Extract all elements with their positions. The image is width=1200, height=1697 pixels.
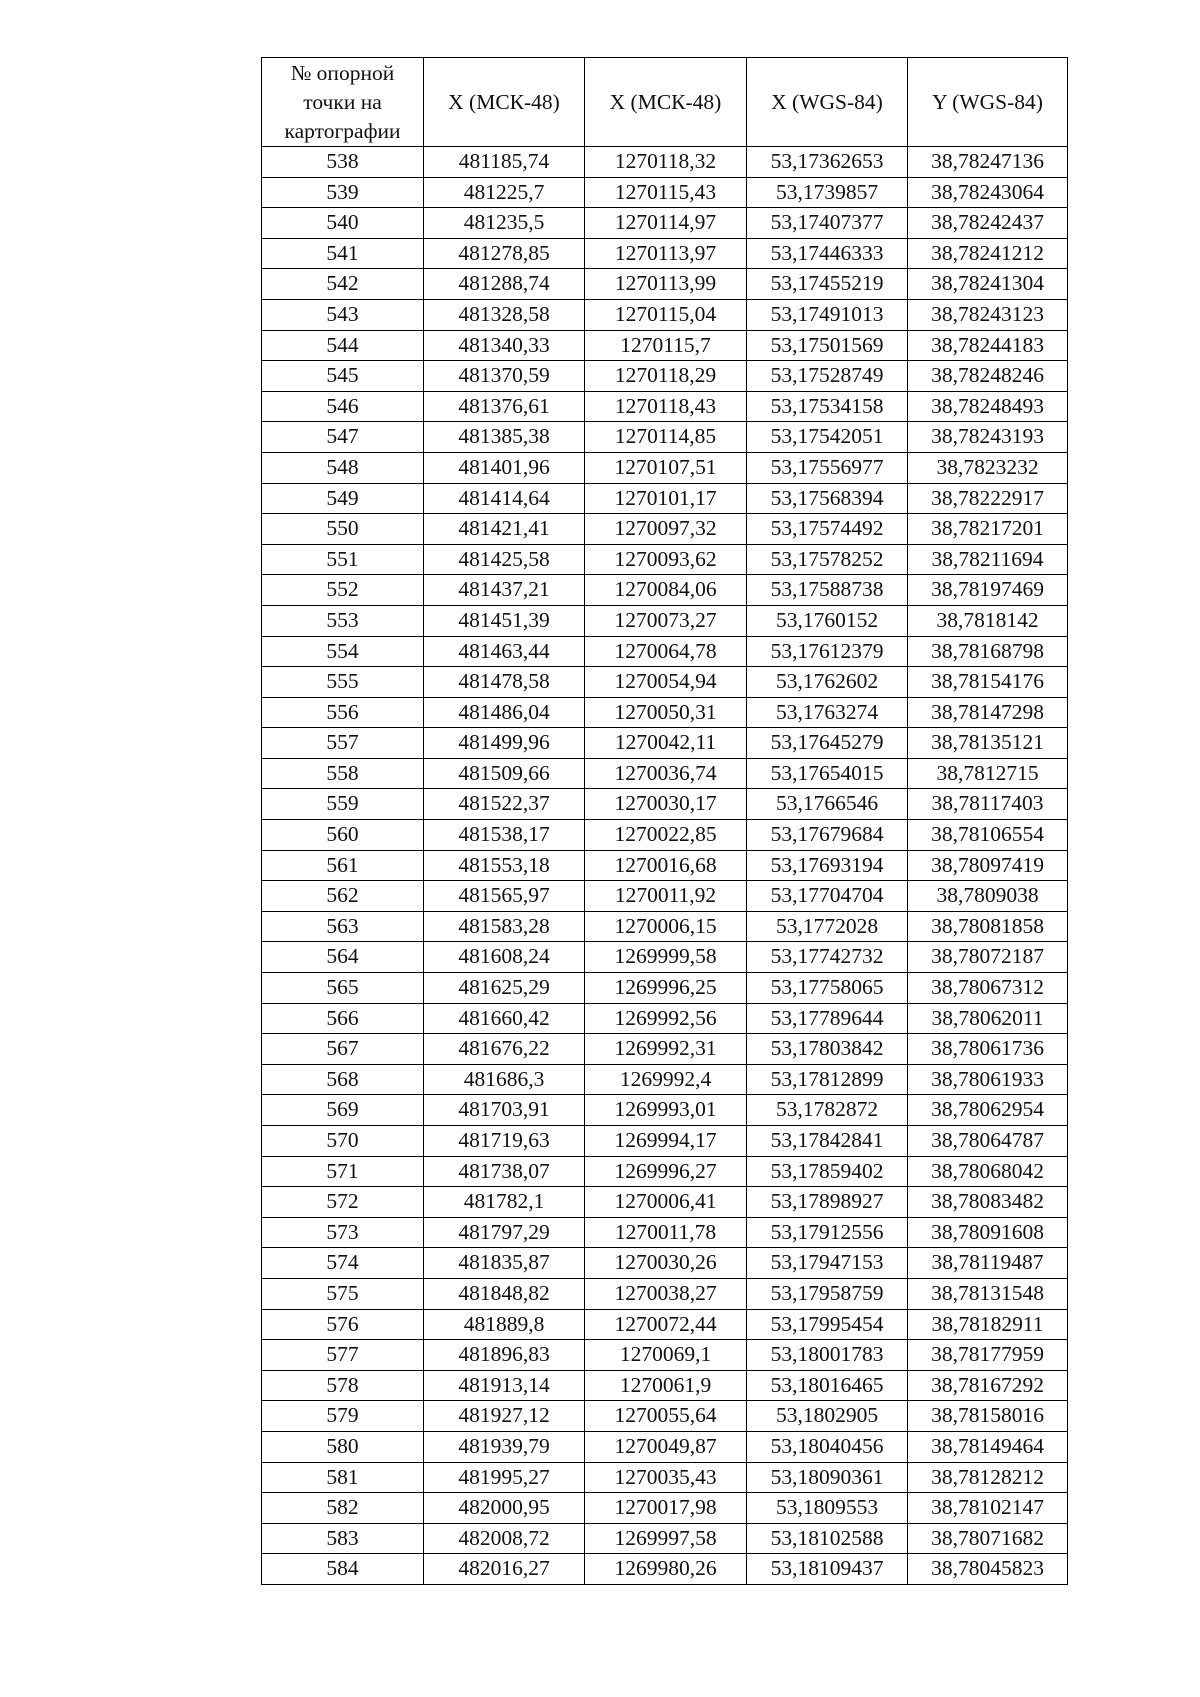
y-wgs84-cell: 38,78241212 [908, 238, 1068, 269]
point-number-cell: 564 [262, 942, 424, 973]
x-msk48-b-cell: 1270118,32 [585, 147, 747, 178]
x-msk48-b-cell: 1269996,27 [585, 1156, 747, 1187]
point-number-cell: 539 [262, 177, 424, 208]
x-msk48-a-cell: 481401,96 [424, 452, 585, 483]
coordinates-table [261, 57, 1068, 1585]
y-wgs84-cell: 38,78244183 [908, 330, 1068, 361]
x-msk48-b-cell: 1270084,06 [585, 575, 747, 606]
x-msk48-a-cell: 481499,96 [424, 728, 585, 759]
header-x-wgs84: X (WGS-84) [747, 58, 908, 147]
x-wgs84-cell: 53,1802905 [747, 1401, 908, 1432]
y-wgs84-cell: 38,78182911 [908, 1309, 1068, 1340]
point-number-cell: 554 [262, 636, 424, 667]
table-row [262, 881, 1068, 912]
y-wgs84-cell: 38,78131548 [908, 1278, 1068, 1309]
table-row [262, 1554, 1068, 1585]
x-msk48-a-cell: 481385,38 [424, 422, 585, 453]
y-wgs84-cell: 38,7823232 [908, 452, 1068, 483]
x-msk48-a-cell: 481565,97 [424, 881, 585, 912]
x-msk48-a-cell: 481995,27 [424, 1462, 585, 1493]
x-msk48-a-cell: 481738,07 [424, 1156, 585, 1187]
x-wgs84-cell: 53,17742732 [747, 942, 908, 973]
y-wgs84-cell: 38,78062954 [908, 1095, 1068, 1126]
y-wgs84-cell: 38,78197469 [908, 575, 1068, 606]
x-msk48-b-cell: 1270115,7 [585, 330, 747, 361]
x-msk48-a-cell: 481660,42 [424, 1003, 585, 1034]
table-row [262, 208, 1068, 239]
x-wgs84-cell: 53,17578252 [747, 544, 908, 575]
header-y-wgs84: Y (WGS-84) [908, 58, 1068, 147]
y-wgs84-cell: 38,78154176 [908, 667, 1068, 698]
y-wgs84-cell: 38,78243064 [908, 177, 1068, 208]
point-number-cell: 560 [262, 820, 424, 851]
x-wgs84-cell: 53,17912556 [747, 1217, 908, 1248]
x-msk48-a-cell: 481913,14 [424, 1370, 585, 1401]
x-msk48-b-cell: 1270064,78 [585, 636, 747, 667]
x-msk48-a-cell: 482008,72 [424, 1523, 585, 1554]
x-msk48-a-cell: 482016,27 [424, 1554, 585, 1585]
table-row [262, 1248, 1068, 1279]
y-wgs84-cell: 38,78068042 [908, 1156, 1068, 1187]
x-wgs84-cell: 53,18016465 [747, 1370, 908, 1401]
x-msk48-b-cell: 1270072,44 [585, 1309, 747, 1340]
x-msk48-a-cell: 481278,85 [424, 238, 585, 269]
x-wgs84-cell: 53,1762602 [747, 667, 908, 698]
point-number-cell: 568 [262, 1064, 424, 1095]
x-wgs84-cell: 53,17407377 [747, 208, 908, 239]
y-wgs84-cell: 38,78248493 [908, 391, 1068, 422]
point-number-cell: 562 [262, 881, 424, 912]
x-msk48-b-cell: 1270097,32 [585, 514, 747, 545]
x-msk48-a-cell: 481425,58 [424, 544, 585, 575]
y-wgs84-cell: 38,78062011 [908, 1003, 1068, 1034]
x-wgs84-cell: 53,18040456 [747, 1431, 908, 1462]
point-number-cell: 545 [262, 361, 424, 392]
y-wgs84-cell: 38,78248246 [908, 361, 1068, 392]
point-number-cell: 558 [262, 758, 424, 789]
y-wgs84-cell: 38,78168798 [908, 636, 1068, 667]
x-msk48-a-cell: 481522,37 [424, 789, 585, 820]
table-row [262, 238, 1068, 269]
table-row [262, 789, 1068, 820]
point-number-cell: 541 [262, 238, 424, 269]
x-msk48-a-cell: 481235,5 [424, 208, 585, 239]
header-point-number-line-2: точки на [303, 89, 382, 114]
x-wgs84-cell: 53,17842841 [747, 1126, 908, 1157]
x-msk48-a-cell: 481703,91 [424, 1095, 585, 1126]
table-row [262, 1217, 1068, 1248]
table-row [262, 269, 1068, 300]
x-msk48-b-cell: 1270054,94 [585, 667, 747, 698]
point-number-cell: 559 [262, 789, 424, 820]
table-row [262, 1401, 1068, 1432]
x-msk48-a-cell: 481328,58 [424, 299, 585, 330]
table-row [262, 636, 1068, 667]
table-row [262, 1095, 1068, 1126]
x-msk48-a-cell: 481370,59 [424, 361, 585, 392]
table-row [262, 177, 1068, 208]
x-msk48-a-cell: 481538,17 [424, 820, 585, 851]
x-wgs84-cell: 53,17995454 [747, 1309, 908, 1340]
table-row [262, 1126, 1068, 1157]
x-msk48-a-cell: 481376,61 [424, 391, 585, 422]
x-msk48-a-cell: 481625,29 [424, 973, 585, 1004]
x-wgs84-cell: 53,17446333 [747, 238, 908, 269]
x-wgs84-cell: 53,17958759 [747, 1278, 908, 1309]
table-body [262, 147, 1068, 1585]
point-number-cell: 540 [262, 208, 424, 239]
x-msk48-a-cell: 481414,64 [424, 483, 585, 514]
y-wgs84-cell: 38,78211694 [908, 544, 1068, 575]
point-number-cell: 561 [262, 850, 424, 881]
x-wgs84-cell: 53,17534158 [747, 391, 908, 422]
x-wgs84-cell: 53,18109437 [747, 1554, 908, 1585]
x-wgs84-cell: 53,17588738 [747, 575, 908, 606]
x-msk48-a-cell: 481288,74 [424, 269, 585, 300]
y-wgs84-cell: 38,78167292 [908, 1370, 1068, 1401]
x-msk48-b-cell: 1269997,58 [585, 1523, 747, 1554]
x-wgs84-cell: 53,17501569 [747, 330, 908, 361]
x-msk48-b-cell: 1270114,97 [585, 208, 747, 239]
x-msk48-a-cell: 481463,44 [424, 636, 585, 667]
x-wgs84-cell: 53,17947153 [747, 1248, 908, 1279]
x-msk48-a-cell: 481896,83 [424, 1340, 585, 1371]
point-number-cell: 569 [262, 1095, 424, 1126]
y-wgs84-cell: 38,78091608 [908, 1217, 1068, 1248]
x-msk48-a-cell: 481583,28 [424, 911, 585, 942]
point-number-cell: 578 [262, 1370, 424, 1401]
point-number-cell: 572 [262, 1187, 424, 1218]
x-msk48-a-cell: 481782,1 [424, 1187, 585, 1218]
x-msk48-a-cell: 481185,74 [424, 147, 585, 178]
header-x-msk48-a: X (МСК-48) [424, 58, 585, 147]
x-msk48-b-cell: 1270011,78 [585, 1217, 747, 1248]
y-wgs84-cell: 38,78061933 [908, 1064, 1068, 1095]
y-wgs84-cell: 38,7809038 [908, 881, 1068, 912]
x-msk48-a-cell: 481225,7 [424, 177, 585, 208]
x-wgs84-cell: 53,17542051 [747, 422, 908, 453]
point-number-cell: 582 [262, 1493, 424, 1524]
table-row [262, 973, 1068, 1004]
table-row [262, 911, 1068, 942]
header-point-number-line-3: картографии [284, 118, 401, 143]
x-msk48-b-cell: 1270118,43 [585, 391, 747, 422]
y-wgs84-cell: 38,78149464 [908, 1431, 1068, 1462]
point-number-cell: 584 [262, 1554, 424, 1585]
x-wgs84-cell: 53,1772028 [747, 911, 908, 942]
table-row [262, 1462, 1068, 1493]
x-wgs84-cell: 53,17679684 [747, 820, 908, 851]
x-msk48-a-cell: 481676,22 [424, 1034, 585, 1065]
y-wgs84-cell: 38,78097419 [908, 850, 1068, 881]
y-wgs84-cell: 38,78081858 [908, 911, 1068, 942]
x-msk48-b-cell: 1269994,17 [585, 1126, 747, 1157]
point-number-cell: 576 [262, 1309, 424, 1340]
x-msk48-b-cell: 1270061,9 [585, 1370, 747, 1401]
y-wgs84-cell: 38,78242437 [908, 208, 1068, 239]
x-wgs84-cell: 53,17812899 [747, 1064, 908, 1095]
x-msk48-b-cell: 1270115,43 [585, 177, 747, 208]
x-msk48-b-cell: 1270030,17 [585, 789, 747, 820]
x-msk48-b-cell: 1270006,15 [585, 911, 747, 942]
y-wgs84-cell: 38,78045823 [908, 1554, 1068, 1585]
x-msk48-b-cell: 1270017,98 [585, 1493, 747, 1524]
point-number-cell: 547 [262, 422, 424, 453]
y-wgs84-cell: 38,78177959 [908, 1340, 1068, 1371]
point-number-cell: 583 [262, 1523, 424, 1554]
x-msk48-a-cell: 481889,8 [424, 1309, 585, 1340]
x-wgs84-cell: 53,18090361 [747, 1462, 908, 1493]
point-number-cell: 544 [262, 330, 424, 361]
y-wgs84-cell: 38,78158016 [908, 1401, 1068, 1432]
x-msk48-a-cell: 481686,3 [424, 1064, 585, 1095]
coordinates-table-container [261, 57, 1067, 1585]
x-msk48-a-cell: 481421,41 [424, 514, 585, 545]
y-wgs84-cell: 38,78119487 [908, 1248, 1068, 1279]
x-wgs84-cell: 53,1760152 [747, 605, 908, 636]
x-msk48-b-cell: 1270006,41 [585, 1187, 747, 1218]
header-x-msk48-b: X (МСК-48) [585, 58, 747, 147]
x-wgs84-cell: 53,17568394 [747, 483, 908, 514]
x-wgs84-cell: 53,1739857 [747, 177, 908, 208]
x-msk48-b-cell: 1270042,11 [585, 728, 747, 759]
x-msk48-a-cell: 481451,39 [424, 605, 585, 636]
y-wgs84-cell: 38,78147298 [908, 697, 1068, 728]
table-row [262, 1156, 1068, 1187]
y-wgs84-cell: 38,78222917 [908, 483, 1068, 514]
table-row [262, 147, 1068, 178]
y-wgs84-cell: 38,78071682 [908, 1523, 1068, 1554]
x-wgs84-cell: 53,18001783 [747, 1340, 908, 1371]
x-msk48-b-cell: 1270038,27 [585, 1278, 747, 1309]
x-wgs84-cell: 53,17574492 [747, 514, 908, 545]
table-row [262, 667, 1068, 698]
y-wgs84-cell: 38,78117403 [908, 789, 1068, 820]
x-msk48-a-cell: 481478,58 [424, 667, 585, 698]
x-wgs84-cell: 53,17362653 [747, 147, 908, 178]
point-number-cell: 542 [262, 269, 424, 300]
x-wgs84-cell: 53,17556977 [747, 452, 908, 483]
table-row [262, 1523, 1068, 1554]
x-msk48-b-cell: 1269993,01 [585, 1095, 747, 1126]
y-wgs84-cell: 38,78083482 [908, 1187, 1068, 1218]
y-wgs84-cell: 38,78217201 [908, 514, 1068, 545]
x-msk48-a-cell: 481509,66 [424, 758, 585, 789]
point-number-cell: 548 [262, 452, 424, 483]
x-msk48-b-cell: 1270022,85 [585, 820, 747, 851]
point-number-cell: 563 [262, 911, 424, 942]
point-number-cell: 581 [262, 1462, 424, 1493]
table-row [262, 391, 1068, 422]
table-row [262, 605, 1068, 636]
x-wgs84-cell: 53,17758065 [747, 973, 908, 1004]
table-row [262, 544, 1068, 575]
x-wgs84-cell: 53,17803842 [747, 1034, 908, 1065]
x-msk48-b-cell: 1270093,62 [585, 544, 747, 575]
x-msk48-b-cell: 1270069,1 [585, 1340, 747, 1371]
point-number-cell: 546 [262, 391, 424, 422]
x-msk48-b-cell: 1270113,97 [585, 238, 747, 269]
y-wgs84-cell: 38,78135121 [908, 728, 1068, 759]
x-wgs84-cell: 53,17455219 [747, 269, 908, 300]
point-number-cell: 577 [262, 1340, 424, 1371]
table-row [262, 514, 1068, 545]
x-msk48-b-cell: 1270101,17 [585, 483, 747, 514]
y-wgs84-cell: 38,78243123 [908, 299, 1068, 330]
point-number-cell: 567 [262, 1034, 424, 1065]
x-msk48-a-cell: 481848,82 [424, 1278, 585, 1309]
table-row [262, 422, 1068, 453]
table-row [262, 299, 1068, 330]
x-msk48-b-cell: 1270073,27 [585, 605, 747, 636]
y-wgs84-cell: 38,78241304 [908, 269, 1068, 300]
table-row [262, 758, 1068, 789]
x-wgs84-cell: 53,17612379 [747, 636, 908, 667]
point-number-cell: 550 [262, 514, 424, 545]
point-number-cell: 551 [262, 544, 424, 575]
x-msk48-a-cell: 482000,95 [424, 1493, 585, 1524]
point-number-cell: 573 [262, 1217, 424, 1248]
x-msk48-a-cell: 481340,33 [424, 330, 585, 361]
table-row [262, 1493, 1068, 1524]
x-msk48-b-cell: 1270036,74 [585, 758, 747, 789]
x-wgs84-cell: 53,17704704 [747, 881, 908, 912]
x-msk48-b-cell: 1270114,85 [585, 422, 747, 453]
x-msk48-b-cell: 1270107,51 [585, 452, 747, 483]
table-row [262, 575, 1068, 606]
point-number-cell: 549 [262, 483, 424, 514]
x-msk48-b-cell: 1269992,56 [585, 1003, 747, 1034]
table-header-row [262, 58, 1068, 147]
point-number-cell: 553 [262, 605, 424, 636]
x-msk48-a-cell: 481437,21 [424, 575, 585, 606]
x-wgs84-cell: 53,18102588 [747, 1523, 908, 1554]
point-number-cell: 556 [262, 697, 424, 728]
x-msk48-b-cell: 1270049,87 [585, 1431, 747, 1462]
point-number-cell: 575 [262, 1278, 424, 1309]
table-row [262, 820, 1068, 851]
table-row [262, 1064, 1068, 1095]
table-row [262, 728, 1068, 759]
x-msk48-b-cell: 1270035,43 [585, 1462, 747, 1493]
y-wgs84-cell: 38,78247136 [908, 147, 1068, 178]
table-row [262, 1278, 1068, 1309]
x-msk48-b-cell: 1270016,68 [585, 850, 747, 881]
x-msk48-b-cell: 1270011,92 [585, 881, 747, 912]
table-row [262, 1003, 1068, 1034]
point-number-cell: 566 [262, 1003, 424, 1034]
point-number-cell: 555 [262, 667, 424, 698]
y-wgs84-cell: 38,78102147 [908, 1493, 1068, 1524]
x-msk48-a-cell: 481835,87 [424, 1248, 585, 1279]
point-number-cell: 579 [262, 1401, 424, 1432]
table-row [262, 1370, 1068, 1401]
header-point-number-line-1: № опорной [290, 60, 395, 85]
x-msk48-a-cell: 481797,29 [424, 1217, 585, 1248]
x-msk48-b-cell: 1269992,31 [585, 1034, 747, 1065]
x-wgs84-cell: 53,17654015 [747, 758, 908, 789]
y-wgs84-cell: 38,78243193 [908, 422, 1068, 453]
table-row [262, 483, 1068, 514]
point-number-cell: 574 [262, 1248, 424, 1279]
x-msk48-a-cell: 481939,79 [424, 1431, 585, 1462]
x-msk48-b-cell: 1270055,64 [585, 1401, 747, 1432]
point-number-cell: 565 [262, 973, 424, 1004]
x-msk48-a-cell: 481927,12 [424, 1401, 585, 1432]
x-wgs84-cell: 53,17898927 [747, 1187, 908, 1218]
header-point-number [262, 58, 424, 147]
x-msk48-b-cell: 1270115,04 [585, 299, 747, 330]
x-msk48-b-cell: 1270118,29 [585, 361, 747, 392]
y-wgs84-cell: 38,78128212 [908, 1462, 1068, 1493]
x-msk48-b-cell: 1269980,26 [585, 1554, 747, 1585]
table-row [262, 1034, 1068, 1065]
y-wgs84-cell: 38,78067312 [908, 973, 1068, 1004]
y-wgs84-cell: 38,7812715 [908, 758, 1068, 789]
point-number-cell: 543 [262, 299, 424, 330]
x-msk48-b-cell: 1269999,58 [585, 942, 747, 973]
x-msk48-b-cell: 1270030,26 [585, 1248, 747, 1279]
point-number-cell: 552 [262, 575, 424, 606]
y-wgs84-cell: 38,78106554 [908, 820, 1068, 851]
x-msk48-b-cell: 1269992,4 [585, 1064, 747, 1095]
x-wgs84-cell: 53,17528749 [747, 361, 908, 392]
x-msk48-a-cell: 481486,04 [424, 697, 585, 728]
x-wgs84-cell: 53,1766546 [747, 789, 908, 820]
table-row [262, 850, 1068, 881]
x-msk48-b-cell: 1269996,25 [585, 973, 747, 1004]
y-wgs84-cell: 38,78072187 [908, 942, 1068, 973]
point-number-cell: 580 [262, 1431, 424, 1462]
x-wgs84-cell: 53,17789644 [747, 1003, 908, 1034]
point-number-cell: 538 [262, 147, 424, 178]
table-row [262, 452, 1068, 483]
y-wgs84-cell: 38,7818142 [908, 605, 1068, 636]
x-wgs84-cell: 53,17491013 [747, 299, 908, 330]
y-wgs84-cell: 38,78061736 [908, 1034, 1068, 1065]
point-number-cell: 570 [262, 1126, 424, 1157]
x-msk48-b-cell: 1270113,99 [585, 269, 747, 300]
x-wgs84-cell: 53,1782872 [747, 1095, 908, 1126]
x-msk48-a-cell: 481553,18 [424, 850, 585, 881]
table-row [262, 1187, 1068, 1218]
table-row [262, 330, 1068, 361]
x-msk48-b-cell: 1270050,31 [585, 697, 747, 728]
x-wgs84-cell: 53,17645279 [747, 728, 908, 759]
x-wgs84-cell: 53,17693194 [747, 850, 908, 881]
y-wgs84-cell: 38,78064787 [908, 1126, 1068, 1157]
table-row [262, 1309, 1068, 1340]
table-row [262, 361, 1068, 392]
table-row [262, 1431, 1068, 1462]
table-row [262, 942, 1068, 973]
point-number-cell: 571 [262, 1156, 424, 1187]
table-row [262, 1340, 1068, 1371]
x-msk48-a-cell: 481719,63 [424, 1126, 585, 1157]
table-row [262, 697, 1068, 728]
point-number-cell: 557 [262, 728, 424, 759]
x-wgs84-cell: 53,17859402 [747, 1156, 908, 1187]
x-wgs84-cell: 53,1809553 [747, 1493, 908, 1524]
x-msk48-a-cell: 481608,24 [424, 942, 585, 973]
x-wgs84-cell: 53,1763274 [747, 697, 908, 728]
